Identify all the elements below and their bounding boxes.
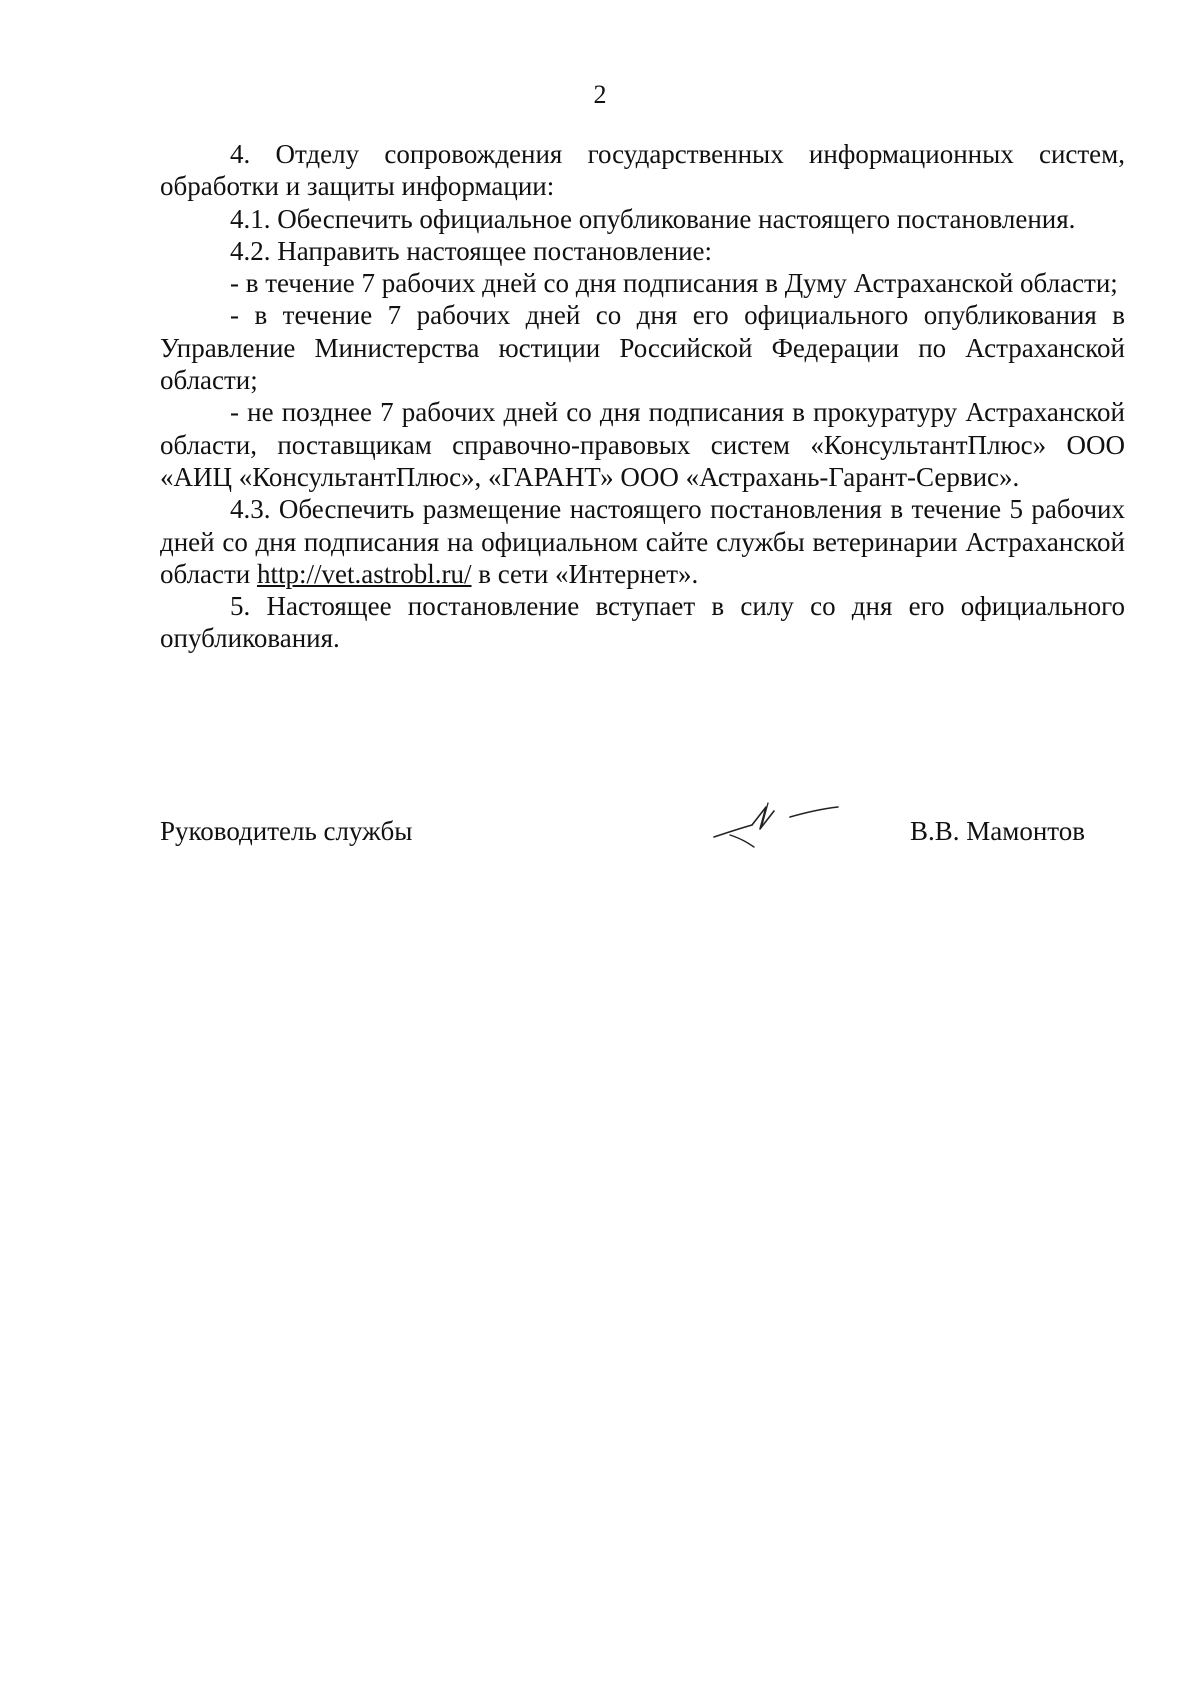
paragraph-4-3: [160, 493, 1125, 590]
page-number: 2: [593, 80, 607, 109]
paragraph-4-2-item-duma: - в течение 7 рабочих дней со дня подписания в Думу Астраханской области;: [230, 268, 1118, 299]
paragraph-4-3-text-after: в сети «Интернет».: [471, 558, 699, 589]
paragraph-5: 5. Настоящее постановление вступает в силу со дня его официального опубликования.: [160, 591, 1125, 654]
website-link[interactable]: http://vet.astrobl.ru/: [257, 558, 472, 589]
paragraph-4: 4. Отделу сопровождения государственных информационных систем, обработки и защиты информации:: [160, 139, 1125, 202]
paragraph-4-2-item-prosecutor: - не позднее 7 рабочих дней со дня подписания в прокуратуру Астраханской области, поставщикам справочно-правовых систем «КонсультантПлюс» ООО «АИЦ «КонсультантПлюс», «ГАРАНТ» ООО «Астрахань-Гарант-Сервис».: [160, 397, 1125, 492]
handwritten-signature: [708, 789, 858, 849]
paragraph-4-3-text-before: 4.3. Обеспечить размещение настоящего постановления в течение 5 рабочих дней со дня подписания на официальном сайте службы ветеринарии Астраханской области: [160, 494, 1125, 589]
paragraph-4-2-item-justice: - в течение 7 рабочих дней со дня его официального опубликования в Управление Министерства юстиции Российской Федерации по Астраханской области;: [160, 300, 1125, 396]
document-body: [160, 138, 1125, 655]
paragraph-4-1: 4.1. Обеспечить официальное опубликование настоящего постановления.: [230, 203, 1076, 234]
signer-title: Руководитель службы: [160, 816, 413, 846]
signature-block: [160, 815, 1085, 875]
signer-name: В.В. Мамонтов: [910, 816, 1085, 846]
paragraph-4-2: 4.2. Направить настоящее постановление:: [230, 235, 713, 266]
